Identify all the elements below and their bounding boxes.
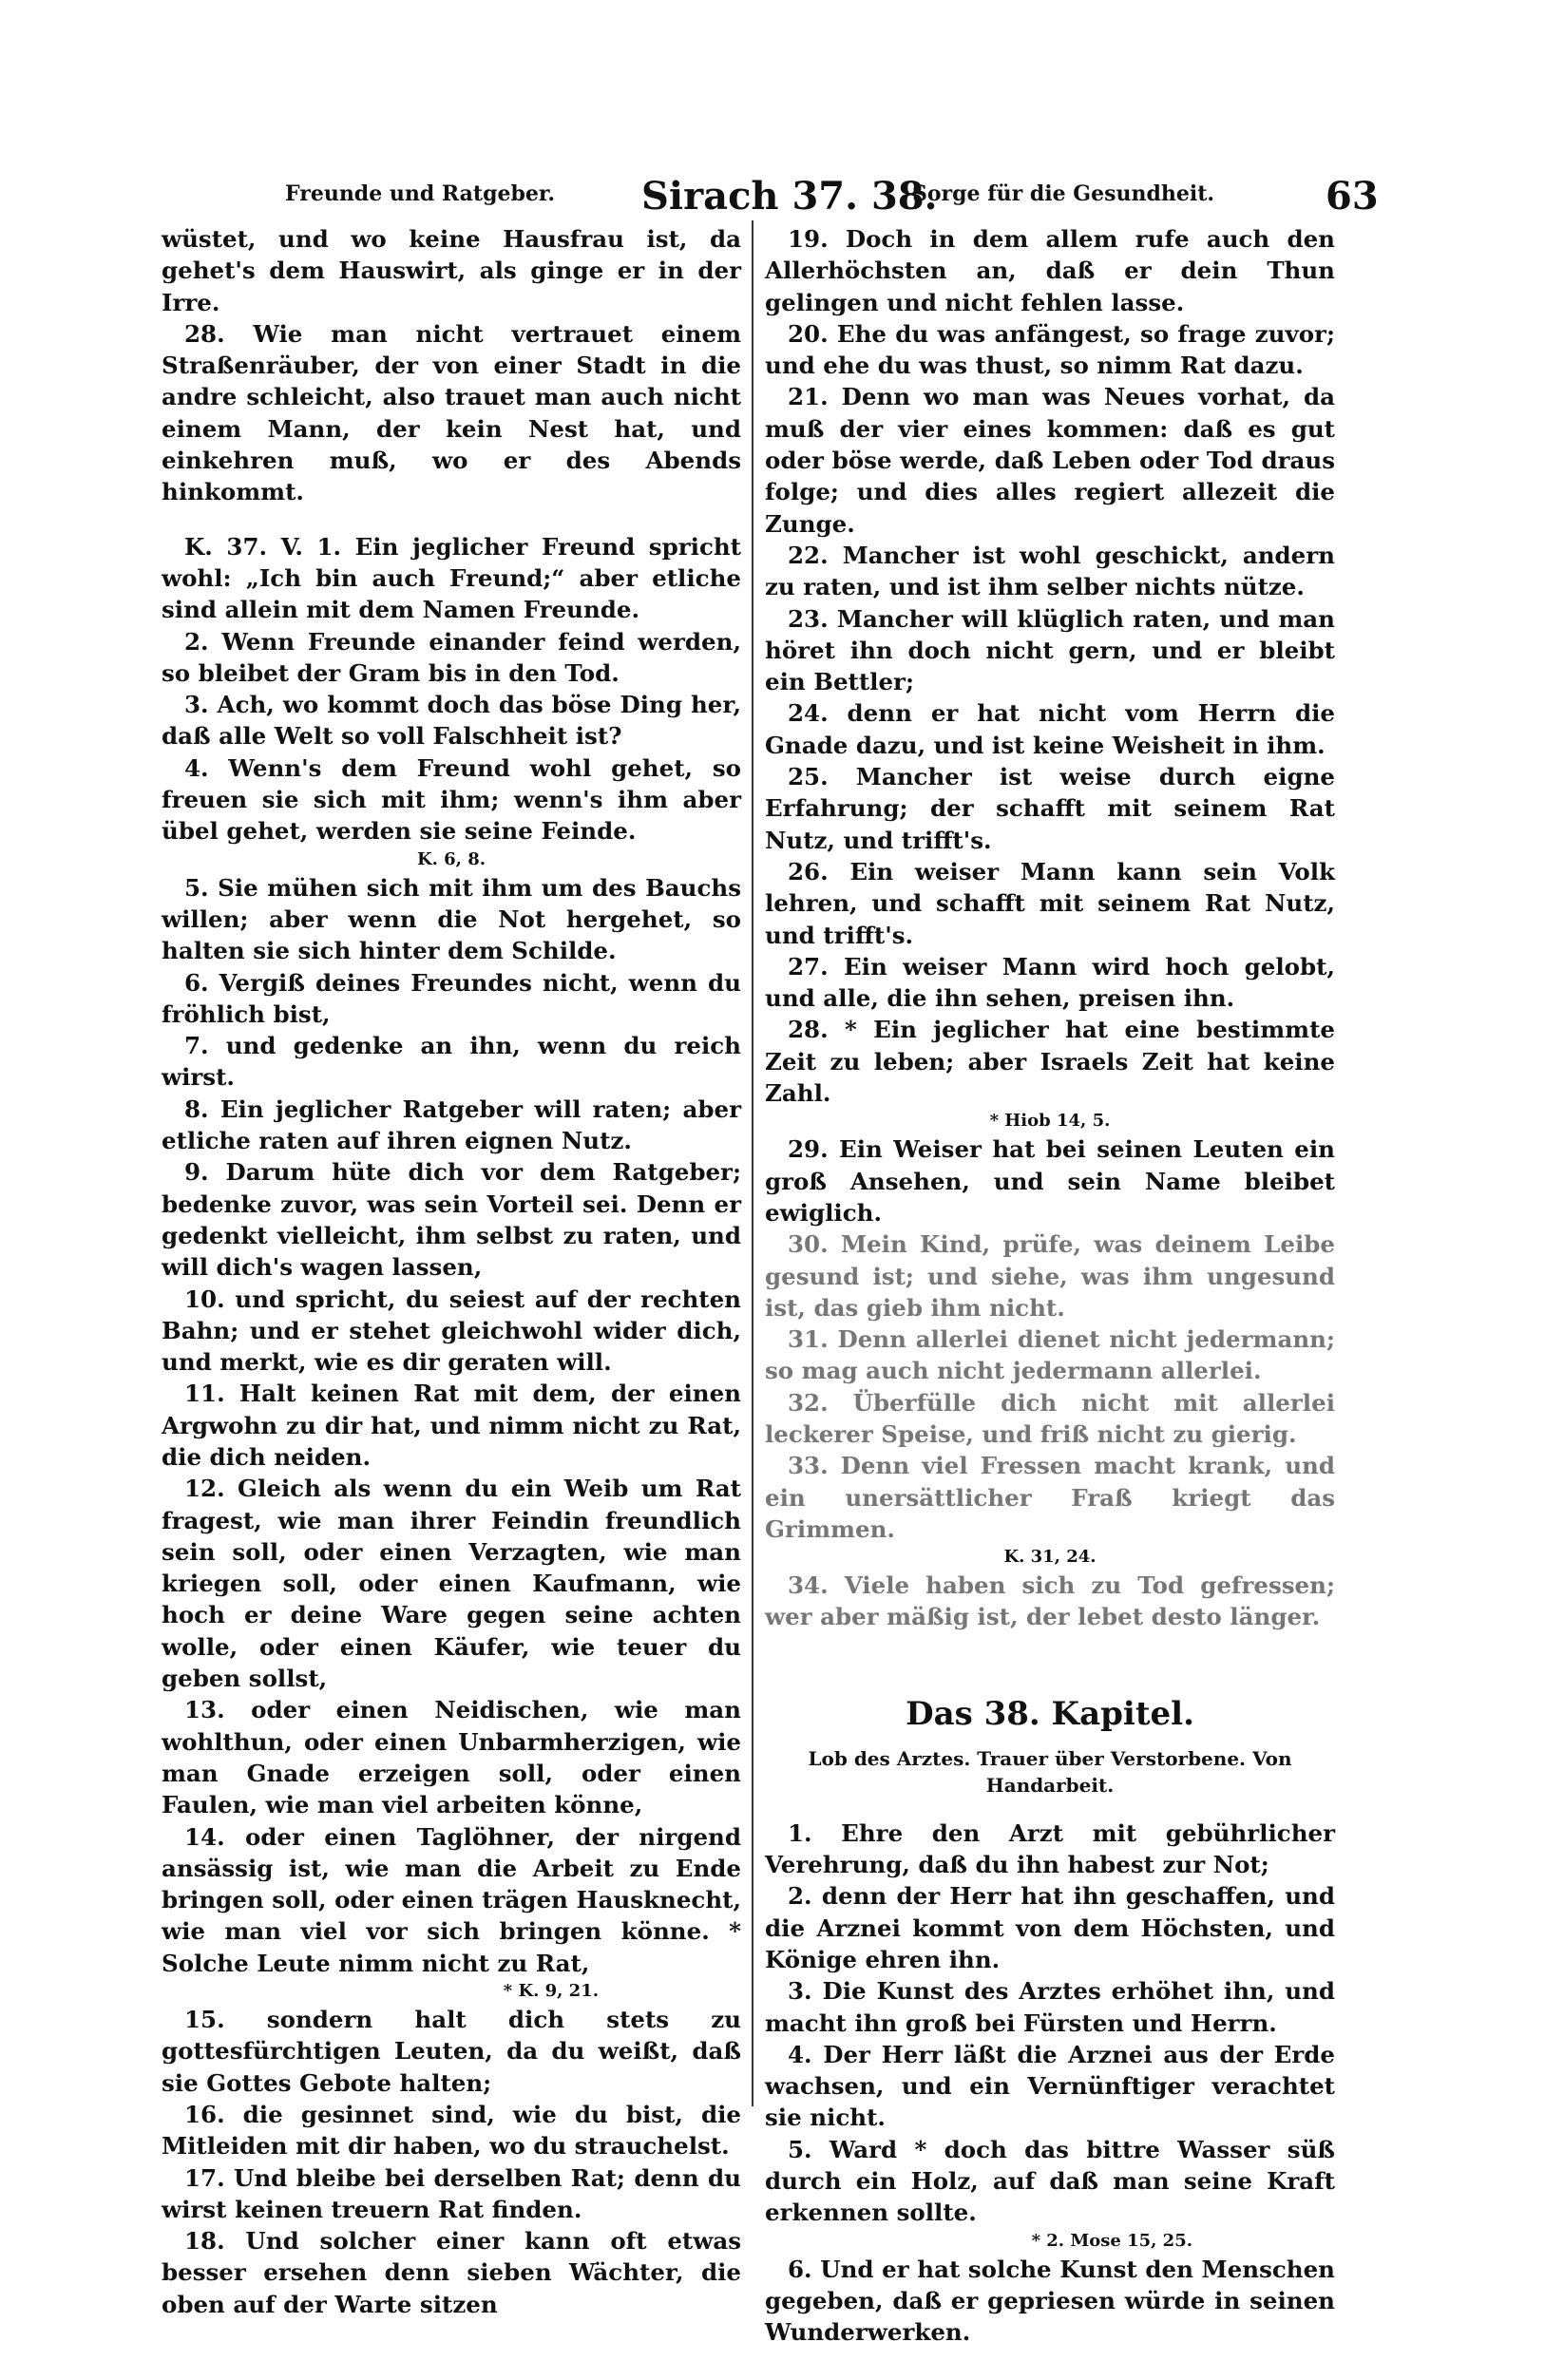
cross-reference: K. 6, 8. <box>416 848 486 869</box>
verse-text: 22. Mancher ist wohl geschickt, andern zu raten, und ist ihm selber nichts nütze. <box>765 541 1335 601</box>
verse-text: 33. Denn viel Fressen macht krank, und ein unersättlicher Fraß kriegt das Grimmen. <box>765 1452 1335 1543</box>
verse-text: 27. Ein weiser Mann wird hoch gelobt, und alle, die ihn sehen, preisen ihn. <box>765 952 1335 1013</box>
verse-text: 6. Und er hat solche Kunst den Menschen gegeben, daß er gepriesen würde in seinen Wunderwerken. <box>765 2255 1335 2347</box>
verse-text: 21. Denn wo man was Neues vorhat, da muß der vier eines kommen: daß es gut oder böse werde, daß Leben oder Tod draus folge; und dies alles regiert allezeit die Zunge. <box>765 383 1335 538</box>
verse-text: 26. Ein weiser Mann kann sein Volk lehren, und schafft mit seinem Rat Nutz, und trifft's. <box>765 857 1335 949</box>
cross-reference: * 2. Mose 15, 25. <box>1031 2230 1192 2251</box>
verse-text: 5. Sie mühen sich mit ihm um des Bauchs willen; aber wenn die Not hergehet, so halten sie sich hinter dem Schilde. <box>162 873 741 965</box>
verse-text: 13. oder einen Neidischen, wie man wohlthun, oder einen Unbarmherzigen, wie man Gnade erzeigen soll, oder einen Faulen, wie man viel arbeiten könne, <box>162 1696 741 1819</box>
verse-text: 23. Mancher will klüglich raten, und man höret ihn doch nicht gern, und er bleibt ein Bettler; <box>765 604 1335 696</box>
verse-text: 7. und gedenke an ihn, wenn du reich wirst. <box>162 1032 741 1092</box>
verse-text: 34. Viele haben sich zu Tod gefressen; wer aber mäßig ist, der lebet desto länger. <box>765 1571 1335 1631</box>
right-column <box>765 223 1335 2349</box>
verse-text: 2. denn der Herr hat ihn geschaffen, und die Arznei kommt von dem Höchsten, und Könige ehren ihn. <box>765 1882 1335 1973</box>
verse-text: 3. Die Kunst des Arztes erhöhet ihn, und macht ihn groß bei Fürsten und Herrn. <box>765 1977 1335 2037</box>
verse-text: 6. Vergiß deines Freundes nicht, wenn du fröhlich bist, <box>162 968 741 1028</box>
verse-text: 32. Überfülle dich nicht mit allerlei leckerer Speise, und friß nicht zu gierig. <box>765 1388 1335 1448</box>
cross-reference: K. 31, 24. <box>1003 1547 1097 1568</box>
verse-text: 28. * Ein jeglicher hat eine bestimmte Zeit zu leben; aber Israels Zeit hat keine Zahl. <box>765 1016 1335 1108</box>
verse-text: 1. Ehre den Arzt mit gebührlicher Verehrung, daß du ihn habest zur Not; <box>765 1818 1335 1879</box>
header-left-title: Freunde und Ratgeber. <box>285 181 556 206</box>
cross-reference: * K. 9, 21. <box>503 1981 599 2002</box>
verse-text: 9. Darum hüte dich vor dem Ratgeber; bedenke zuvor, was sein Vorteil sei. Denn er gedenkt vielleicht, ihm selbst zu raten, und will dich's wagen lassen, <box>162 1158 741 1282</box>
header-book-chapter: Sirach 37. 38. <box>641 174 938 219</box>
verse-text: 29. Ein Weiser hat bei seinen Leuten ein groß Ansehen, und sein Name bleibet ewiglich. <box>765 1135 1335 1227</box>
chapter-summary: Lob des Arztes. Trauer über Verstorbene. Von Handarbeit. <box>808 1746 1292 1797</box>
header-right-title: Sorge für die Gesundheit. <box>912 181 1215 206</box>
verse-text: 31. Denn allerlei dienet nicht jedermann; so mag auch nicht jedermann allerlei. <box>765 1325 1335 1385</box>
verse-text: 25. Mancher ist weise durch eigne Erfahrung; der schafft mit seinem Rat Nutz, und trifft's. <box>765 763 1335 854</box>
verse-text: 20. Ehe du was anfängest, so frage zuvor; und ehe du was thust, so nimm Rat dazu. <box>765 319 1335 380</box>
verse-text: 10. und spricht, du seiest auf der rechten Bahn; und er stehet gleichwohl wider dich, und merkt, wie es dir geraten will. <box>162 1285 741 1377</box>
verse-text: 3. Ach, wo kommt doch das böse Ding her, daß alle Welt so voll Falschheit ist? <box>162 691 741 751</box>
verse-text: 5. Ward * doch das bittre Wasser süß durch ein Holz, auf daß man seine Kraft erkennen sollte. <box>765 2135 1335 2227</box>
verse-text: 11. Halt keinen Rat mit dem, der einen Argwohn zu dir hat, und nimm nicht zu Rat, die dich neiden. <box>162 1380 741 1471</box>
verse-text: 14. oder einen Taglöhner, der nirgend ansässig ist, wie man die Arbeit zu Ende bringen soll, oder einen trägen Hausknecht, wie man viel vor sich bringen könne. * Solche Leute nimm nicht zu Rat, <box>162 1822 741 1977</box>
verse-text: 18. Und solcher einer kann oft etwas besser ersehen denn sieben Wächter, die oben auf der Warte sitzen <box>162 2227 741 2318</box>
verse-text: 30. Mein Kind, prüfe, was deinem Leibe gesund ist; und siehe, was ihm ungesund ist, das gieb ihm nicht. <box>765 1230 1335 1322</box>
spacer <box>162 508 741 531</box>
verse-text: 8. Ein jeglicher Ratgeber will raten; aber etliche raten auf ihren eignen Nutz. <box>162 1095 741 1155</box>
chapter-heading: Das 38. Kapitel. <box>906 1694 1194 1733</box>
verse-text: 19. Doch in dem allem rufe auch den Allerhöchsten an, daß er dein Thun gelingen und nicht fehlen lasse. <box>765 225 1335 316</box>
cross-reference: * Hiob 14, 5. <box>989 1111 1111 1132</box>
running-header <box>162 174 1397 221</box>
verse-text: 15. sondern halt dich stets zu gottesfürchtigen Leuten, da du weißt, daß sie Gottes Gebote halten; <box>162 2006 741 2097</box>
verse-text: 2. Wenn Freunde einander feind werden, so bleibet der Gram bis in den Tod. <box>162 627 741 687</box>
column-divider <box>752 220 753 2106</box>
verse-text: wüstet, und wo keine Hausfrau ist, da gehet's dem Hauswirt, als ginge er in der Irre. <box>162 225 741 316</box>
page-number: 63 <box>1326 174 1379 219</box>
verse-text: 16. die gesinnet sind, wie du bist, die Mitleiden mit dir haben, wo du strauchelst. <box>162 2100 741 2161</box>
verse-text: 28. Wie man nicht vertrauet einem Straßenräuber, der von einer Stadt in die andre schleicht, also trauet man auch nicht einem Mann, der kein Nest hat, und einkehren muß, wo er des Abends hinkommt. <box>162 319 741 506</box>
verse-text: 4. Wenn's dem Freund wohl gehet, so freuen sie sich mit ihm; wenn's ihm aber übel gehet, werden sie seine Feinde. <box>162 753 741 846</box>
verse-text: 12. Gleich als wenn du ein Weib um Rat fragest, wie man ihrer Feindin freundlich sein soll, oder einen Verzagten, wie man kriegen soll, oder einen Kaufmann, wie hoch er deine Ware gegen seine achten wolle, oder einen Käufer, wie teuer du geben sollst, <box>162 1475 741 1693</box>
left-column <box>162 223 741 2320</box>
verse-text: 4. Der Herr läßt die Arznei aus der Erde wachsen, und ein Vernünftiger verachtet sie nicht. <box>765 2040 1335 2132</box>
verse-text: K. 37. V. 1. Ein jeglicher Freund spricht wohl: „Ich bin auch Freund;“ aber etliche sind allein mit dem Namen Freunde. <box>162 532 741 624</box>
verse-text: 24. denn er hat nicht vom Herrn die Gnade dazu, und ist keine Weisheit in ihm. <box>765 699 1335 759</box>
verse-text: 17. Und bleibe bei derselben Rat; denn du wirst keinen treuern Rat finden. <box>162 2163 741 2223</box>
